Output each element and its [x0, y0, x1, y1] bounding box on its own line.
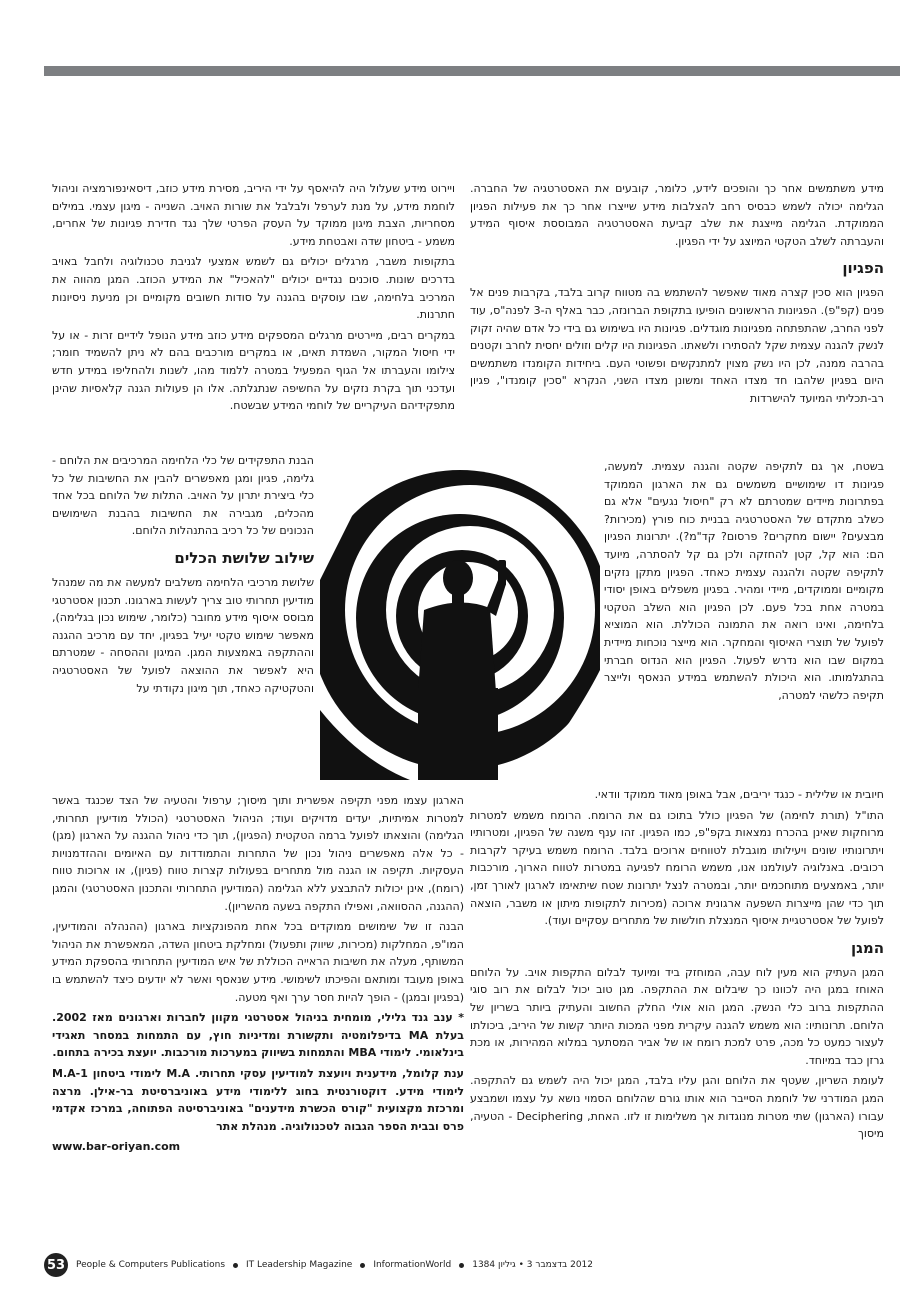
- paragraph: הארגון עצמו מפני תקיפה אפשרית ותוך מיסוך; ערפול והטעיה של הצד שכנגד באשר למטרות אמיתיות, יעדים מדויקים ועוד; הניהול האסטרטגי (הכולל מודיעין תחרותי, הגלימה) והוצאתו לפועל ברמה הטקטית (הפגיון), תוך כדי ניהול ההגנה על הארגון (מגן) - כל אלה מאפשרים ניהול נכון של התחרות והתמודדות עם האיומים וההזדמנויות העסקיות. תקיפה או הגנה מול מתחרים בפעולות קצרות טווח (פגיון), או ארוכות טווח (רומח), אינן יכולות להתבצע ללא הגלימה (המודיעין התחרותי והתכנון האסטרטגי) והמגן (ההגנה, ההסוואה, ואפילו התקפה בשעה מהשריון).: [52, 794, 464, 913]
- right-column-top: [470, 180, 884, 458]
- magazine-name: IT Leadership Magazine: [246, 1260, 353, 1270]
- paragraph: חיובית או שלילית - כנגד יריבים, אבל באופן מאוד ממוקד וודאי.: [594, 788, 884, 801]
- heading-dagger: הפגיון: [842, 259, 884, 278]
- bullet-icon: [360, 1263, 365, 1268]
- paragraph: ויירוט מידע שעלול היה להיאסף על ידי היריב, מסירת מידע כוזב, דיסאינפורמציה וניהול לוחמת מידע, על מנת לערפל ולבלבל את שורות האויב. השנייה - מיגון עצמי. במילים מסחריות, הצבת מיגון ממוקד על העסק הפרטי שלך נגד חדירת פגיונות של אחרים, משמע - ביטחון שדה ואבטחת מידע.: [52, 182, 455, 248]
- heading-shield: המגן: [850, 938, 884, 957]
- paragraph: בשטח, אך גם לתקיפה שקטה והגנה עצמית. למעשה, פגיונות דו שימושיים משמשים גם את הארגון הממוקד בפתרונות מיידים שמטרתם לא רק "חיסול נגעים" אלא גם כשלב מתקדם של האסטרטגיה בבניית כוח פורץ (מכירות? מבצעים? יישום מחקרים? פרסום? קד"מ?). יתרונות הפגיון הם: הוא קל, קטן להחזקה ולכן גם קל להסתרה, מיועד לתקיפה שקטה ולהגנה עצמית כאחד. הפגיון מתקן נזקים מקומיים וממוקדים, מיידי ומהיר. בפגיון משפלים באופן יסודי במטרה אחת בכל פעם. לכן הפגיון הוא השלב הטקטי בלחימה, ואינו רואה את התמונה הכוללת. הוא המוציא לפועל של תוצרי האיסוף והמחקר. הוא מייצר נוכחות מיידית במקום שבו הוא נדרש לפעול. הפגיון הוא הנדוס חברתי בהתגלמותו. הוא היכולת להשתמש במידע הנאסף ולייצר תקיפה כלשהי למטרה,: [604, 460, 884, 702]
- paragraph: שלושת מרכיבי הלחימה משלבים למעשה את מה שמנהל מודיעין תחרותי טוב צריך לעשות בארגונו. תכנון אסטרטגי מבוסס איסוף מידע מחובר (כלומר, שימוש נכון בגלימה), מאפשר שימוש טקטי יעיל בפגיון, יחד עם מרכיב ההגנה וההתקפה באמצעות המגן. המיגון וההסחה - שמטרתם היא לאפשר את ההוצאה לפועל של האסטרטגיה והטקטיקה כאחד, תוך מיגון נקודתי על: [52, 575, 314, 695]
- silhouette-with-gun-spiral-icon: [320, 460, 600, 780]
- top-rule: [44, 66, 900, 76]
- publisher-name: People & Computers Publications: [76, 1260, 226, 1270]
- paragraph: הפגיון הוא סכין קצרה מאוד שאפשר להשתמש בה מטווח קרוב בלבד, בקרבות פנים אל פנים (קפ"פ). הפגיונות הראשונים הופיעו בתקופת הברונזה, כבר באלף ה-3 לפנה"ס, עוד לפני החרב, שהתפתחה מפגיונות מוגדלים. פגיונות היו בשימוש גם בידי כל אדם שהיה זקוק לנשק להגנה עצמית שקל להסתירו ולשאתו. הפגיונות היו קלים וזולים יחסית לחרב וקטנים בהרבה ממנה, לכן היו נשק מצוין למתנקשים ופשוטי העם. ביחידות הקומנדו משתמשים היום בפגיון שלהבו חד מצדו האחד ומשונן מצדו השני, הנקרא "סכין קומנדו", פגיון רב-תכליתי המיועד להישרדות: [470, 286, 884, 405]
- left-column-narrow: [52, 452, 314, 792]
- left-column-top: [52, 180, 455, 452]
- left-column-bottom: [52, 792, 464, 1222]
- author-url: www.bar-oriyan.com: [52, 1140, 181, 1154]
- paragraph: המגן העתיק הוא מעין לוח עבה, המוחזק ביד ומיועד לבלום התקפות אויב. על הלוחם האוחז במגן היה לכוונו כך שיבלום את ההתקפה. מגן טוב יכול לבלום את רוב סוגי ההתקפות ברוב כלי הנשק. המגן הוא אולי החלק החשוב והעתיק ביותר בשריון של הלוחם. תרונותיו: הוא משמש להגנה עיקרית מפני המכות היותר קשות של היריב, ביכולתו לעצור כמעט כל מכה, פרט למכת רומח או של אביר המסתער במלוא המהירות, או מכת גרזן כבד במיוחד.: [470, 965, 884, 1067]
- heading-combine: שילוב שלושת הכלים: [174, 548, 314, 567]
- paragraph: הבנת התפקידים של כלי הלחימה המרכיבים את הלוחם - גלימה, פגיון ומגן מאפשרים להבין את החשיבות של כל כלי ביצירת יתרון על האויב. התלות של הלוחם בכל אחד מהכלים, מגבירה את החשיבות בהבנת השימושים הנכונים של כל רכיב בהתנהלות הלוחם.: [52, 454, 314, 538]
- right-column-narrow: [604, 458, 884, 786]
- page-number: 53: [44, 1253, 68, 1277]
- bullet-icon: [233, 1263, 238, 1268]
- page-footer: [44, 1252, 874, 1278]
- right-column-bottom: [470, 786, 884, 1266]
- bullet-icon: [459, 1263, 464, 1268]
- author-bio: * ענב גנד גלילי, מומחית בניהול אסטרטגי מקוון לחברות וארגונים מאז 2002. בעלת MA בדיפלומטיה ותקשורת ומדיניות חוץ, עם התמחות במסחר תאגידי בינלאומי. לימודי MBA והתמחות בשיווק במערכות מורכבות. יועצת בכירה בתחום.: [52, 1011, 464, 1060]
- paragraph: מידע משתמשים אחר כך והופכים לידע, כלומר, קובעים את האסטרטגיה של החברה. הגלימה יכולה לשמש כבסיס רחב להצלבות מידע שייצרו אחר כך את פעילות הפגיון הממוקדת. הגלימה מייצגת את שלב קביעת האסטרטגיה המבוססת איסוף המידע והעברתה לשלב הטקטי המיוצג על ידי הפגיון.: [470, 182, 884, 248]
- paragraph: בתקופות משבר, מרגלים יכולים גם לשמש אמצעי לגניבת טכנולוגיה ולחבל באויב בדרכים שונות. סוכנים נגדיים יכולים "להאכיל" את המידע הכוזב. המגן מהווה את המרכיב בלחימה, שבו עוסקים בהגנה על סודות חשובים מקומיים וכן מניעת ניסיונות חתרנות.: [52, 255, 455, 322]
- issue-info: 2012 בדצמבר 3 • גיליון 1384: [472, 1260, 593, 1270]
- site-name: InformationWorld: [373, 1260, 452, 1270]
- paragraph: הבנה זו של שימושים ממוקדים בכל אחת מהפונקציות בארגון (ההנהלה והמודיעין, המו"פ, המחלקות (מכירות, שיווק ותפעול) ומחלקת ביטחון השדה, המאפשרת את הניהול המשותף, מעלה את חשיבות הראייה הכוללת של איש המודיעין התחרותי בהספקת המידע באופן מעובד ומותאם והפיכתו לשימושי. מידע שנאסף ואשר לא יודעים כיצד להשתמש בו (בפגיון ובמגן) - הופך להיות חסר ערך ואף מטעה.: [52, 920, 464, 1004]
- paragraph: במקרים רבים, מיירטים מרגלים המספקים מידע כוזב מידע הנופל לידיים זרות - או על ידי חיסול המקור, השמדת תאים, או במקרים מורכבים בהם לא ניתן להשמיד חומר; צילומו והעברתו אל הגוף המפעיל במטרה ללמוד מהו, לשנות ולהחליפו במידע חדש ועדכני תוך בקרת נזקים על החשיפה שנתגלתה. אלו הן פעולות הגנה קלאסיות שהינן מתפקידיהם העיקריים של לוחמי המידע שבשטח.: [52, 328, 455, 413]
- author-bio: ענת קלומל, מידענית ויועצת למודיעין עסקי תחרותי. M.A לימודי ביטחון M.A-1 לימודי מידע. דוקטורנטית בחוג ללימודי מידע באוניברסיטת בר-אילן. מרצה ומרכזת מקצועית "קורס הכשרת מידענים" באוניברסיטה הפתוחה, במרכז אקדמי פרס ובבית הספר הגבוה לטכנולוגיה. מנהלת אתר: [52, 1066, 464, 1133]
- paragraph: התו"ל (תורת לחימה) של הפגיון כולל בתוכו גם את הרומח. הרומח משמש למטרות מרוחקות שאינן בהכרח נמצאות בקפ"פ, כמו הפגיון. זהו ענף משנה של הפגיון, ומטרותיו ויתרונותיו שונים ויעילותו מוגבלת לטווחים ארוכים בלבד. הרומח משמש בעיקר לקרבות רכובים. באנלוגיה לעולמנו אנו, משמש הרומח לפגיעה במטרות לטווח הארוך, מורכבות יותר, באמצעים מתוחכמים יותר, ובמטרה לנצל יתרונות שטח שיתאימו לארגון לאורך זמן, תוך כדי שהן מייצרות השפעה ארגונית ארוכה (מכירות לתקופות מיתון או משבר, הוצאה לפועל של אסטרטגיית איסוף המנצלת חולשות של מתחרים עסקיים ועוד).: [470, 808, 884, 928]
- paragraph: לעומת השריון, שעטף את הלוחם והגן עליו בלבד, המגן יכול היה לשמש גם להתקפה. המגן המודרני של לוחמת הסייבר הוא אותו גורם שהלוחם הסמוי נושא על עצמו ושמבצע עבורו (הארגון) שתי מטרות מנוגדות אך משלימות זו לזו. האחת, Deciphering - הטעיה, מיסוך: [470, 1074, 884, 1141]
